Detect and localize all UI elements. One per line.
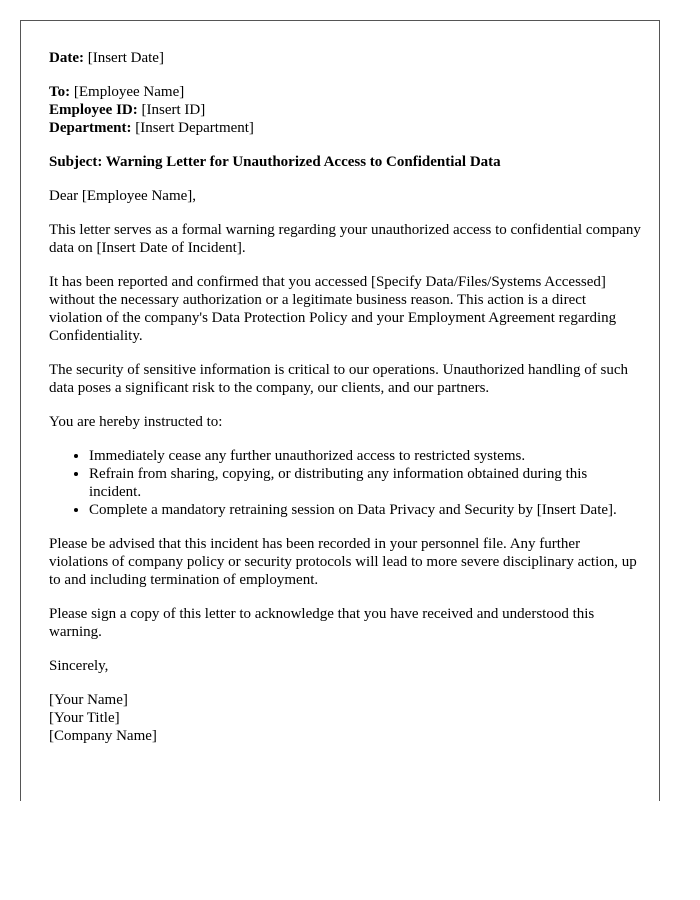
employee-id-line	[49, 101, 641, 119]
signature-title: [Your Title]	[49, 710, 120, 726]
instructions-intro: You are hereby instructed to:	[49, 414, 223, 430]
date-value: [Insert Date]	[83, 50, 164, 66]
department-value: [Insert Department]	[131, 120, 254, 136]
department-line	[49, 119, 641, 137]
date-label: Date:	[49, 50, 84, 66]
signature-name: [Your Name]	[49, 692, 128, 708]
to-value: [Employee Name]	[70, 84, 185, 100]
body-paragraph: This letter serves as a formal warning regarding your unauthorized access to confidential company data on [Insert Date of Incident].	[49, 222, 641, 256]
body-paragraph: The security of sensitive information is critical to our operations. Unauthorized handling of such data poses a significant risk to the company, our clients, and our partners.	[49, 362, 629, 396]
salutation: Dear [Employee Name],	[49, 188, 197, 204]
subject-line: Subject: Warning Letter for Unauthorized Access to Confidential Data	[49, 154, 501, 170]
letter-page	[20, 20, 660, 801]
recipient-block	[49, 83, 641, 137]
instructions-list	[49, 447, 641, 519]
list-item: • Immediately cease any further unauthorized access to restricted systems.	[89, 447, 641, 465]
date-line	[49, 49, 641, 67]
to-line	[49, 83, 641, 101]
department-label: Department:	[49, 120, 132, 136]
body-paragraph: It has been reported and confirmed that you accessed [Specify Data/Files/Systems Accessed] without the necessary authorization or a legitimate business reason. This action is a direct violation of the company's Data Protection Policy and your Employment Agreement regarding Confidentiality.	[49, 274, 617, 344]
sign-off: Sincerely,	[49, 658, 109, 674]
signature-block	[49, 691, 641, 745]
list-item: • Complete a mandatory retraining session on Data Privacy and Security by [Insert Date].	[89, 501, 641, 519]
employee-id-label: Employee ID:	[49, 102, 138, 118]
signature-company: [Company Name]	[49, 728, 157, 744]
letter-content	[49, 49, 641, 745]
body-paragraph: Please be advised that this incident has been recorded in your personnel file. Any further violations of company policy or security protocols will lead to more severe disciplinary action, up to and including termination of employment.	[49, 536, 637, 588]
list-item: • Refrain from sharing, copying, or distributing any information obtained during this incident.	[89, 465, 641, 501]
body-paragraph: Please sign a copy of this letter to acknowledge that you have received and understood this warning.	[49, 606, 595, 640]
employee-id-value: [Insert ID]	[137, 102, 206, 118]
to-label: To:	[49, 84, 71, 100]
